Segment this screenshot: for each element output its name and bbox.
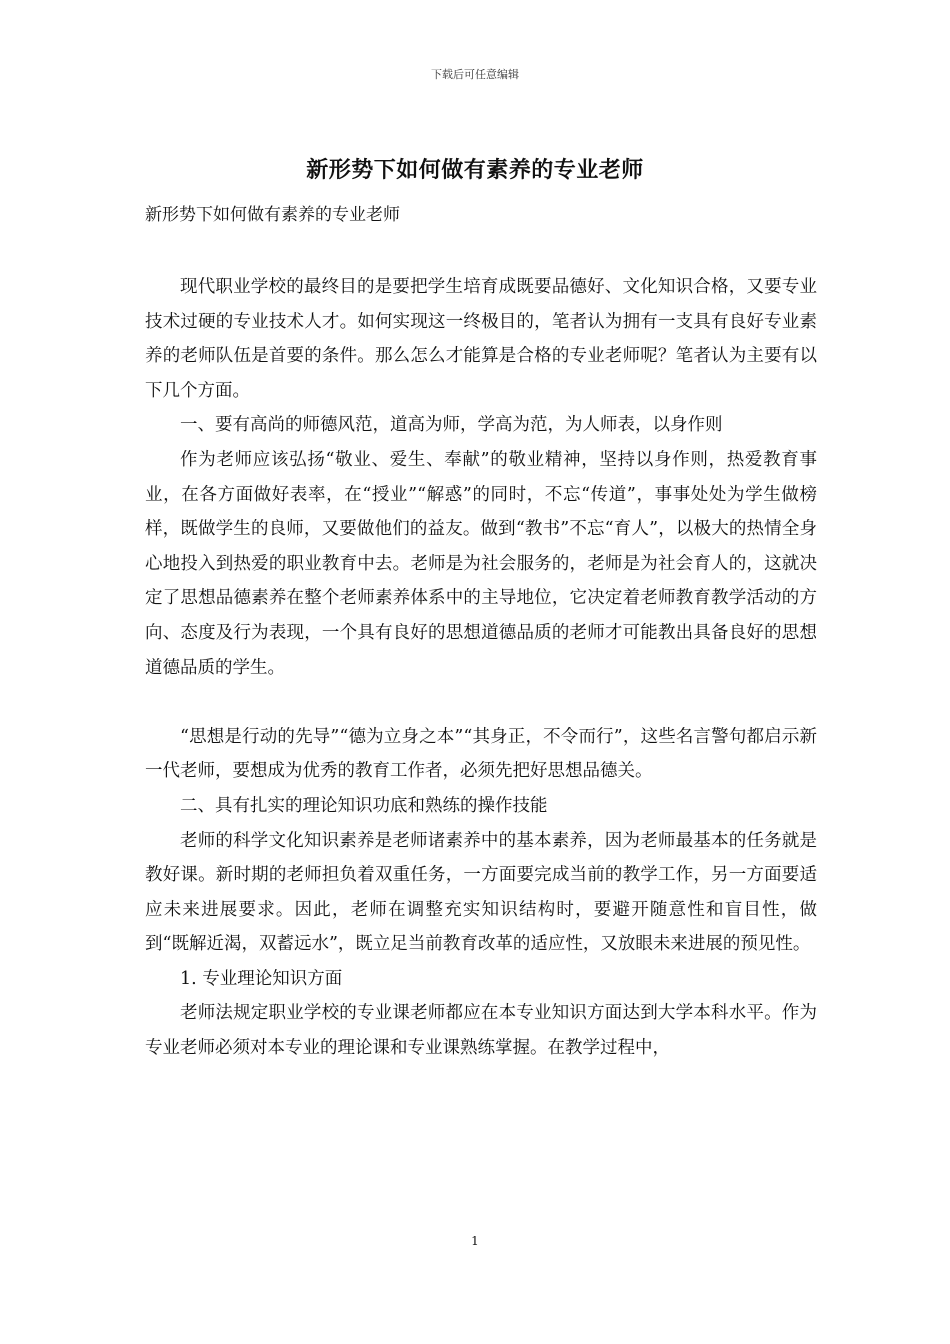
page-number: 1 — [471, 1234, 479, 1248]
paragraph-theory: 老师法规定职业学校的专业课老师都应在本专业知识方面达到大学本科水平。作为专业老师必须对本专业的理论课和专业课熟练掌握。在教学过程中， — [145, 1003, 817, 1059]
paragraph-intro: 现代职业学校的最终目的是要把学生培育成既要品德好、文化知识合格，又要专业技术过硬的专业技术人才。如何实现这一终极目的，笔者认为拥有一支具有良好专业素养的老师队伍是首要的条件。那么怎么才能算是合格的专业老师呢？笔者认为主要有以下几个方面。 — [145, 277, 817, 401]
paragraph-quotes: “思想是行动的先导”“德为立身之本”“其身正，不令而行”，这些名言警句都启示新一代老师，要想成为优秀的教育工作者，必须先把好思想品德关。 — [145, 726, 817, 782]
subsection-heading-1: 1. 专业理论知识方面 — [180, 968, 343, 989]
header-note: 下载后可任意编辑 — [431, 68, 519, 81]
section-heading-2: 二、具有扎实的理论知识功底和熟练的操作技能 — [180, 795, 548, 816]
paragraph-knowledge: 老师的科学文化知识素养是老师诸素养中的基本素养，因为老师最基本的任务就是教好课。新时期的老师担负着双重任务，一方面要完成当前的教学工作，另一方面要适应未来进展要求。因此，老师在调整充实知识结构时，要避开随意性和盲目性，做到“既解近渴，双蓄远水”，既立足当前教育改革的适应性，又放眼未来进展的预见性。 — [145, 830, 817, 955]
section-heading-1: 一、要有高尚的师德风范，道高为师，学高为范，为人师表，以身作则 — [180, 415, 723, 436]
document-body — [145, 270, 817, 1066]
document-subtitle: 新形势下如何做有素养的专业老师 — [145, 205, 400, 225]
blank-line — [145, 685, 817, 720]
paragraph-ethics: 作为老师应该弘扬“敬业、爱生、奉献”的敬业精神，坚持以身作则，热爱教育事业，在各方面做好表率，在“授业”“解惑”的同时，不忘“传道”，事事处处为学生做榜样，既做学生的良师，又要做他们的益友。做到“教书”不忘“育人”，以极大的热情全身心地投入到热爱的职业教育中去。老师是为社会服务的，老师是为社会育人的，这就决定了思想品德素养在整个老师素养体系中的主导地位，它决定着老师教育教学活动的方向、态度及行为表现，一个具有良好的思想道德品质的老师才可能教出具备良好的思想道德品质的学生。 — [145, 449, 817, 678]
document-title: 新形势下如何做有素养的专业老师 — [306, 157, 644, 183]
